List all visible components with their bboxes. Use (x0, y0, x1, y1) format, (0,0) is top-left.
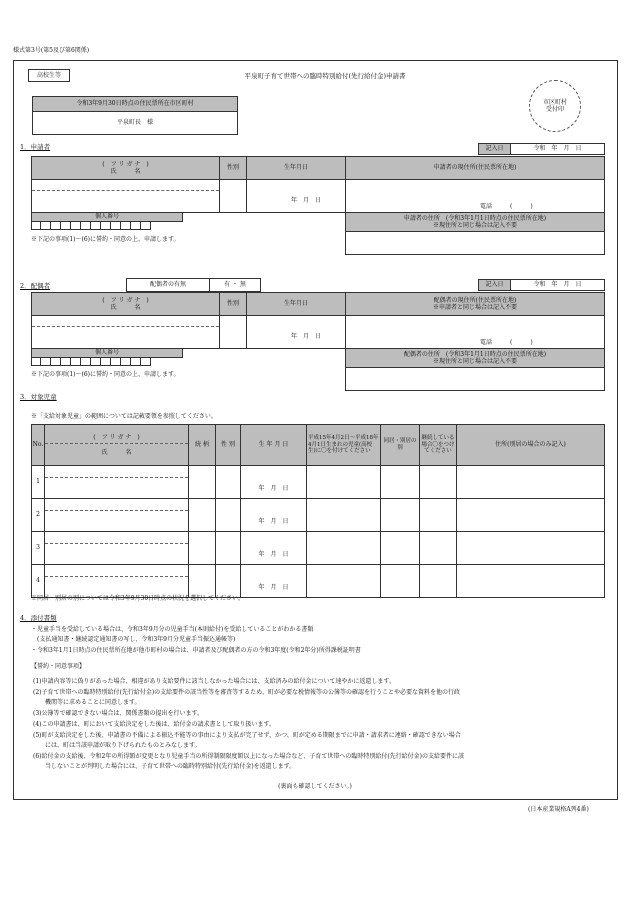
form-number: 様式第3号(第5及び第6関係) (13, 47, 90, 54)
s1-date-label: 記入日 (478, 143, 511, 155)
child-address-field[interactable] (457, 499, 605, 532)
s1-address-field[interactable] (345, 179, 605, 213)
child-cohabit-field[interactable] (381, 499, 420, 532)
table-row (32, 499, 605, 532)
children-header-row (32, 425, 605, 466)
s1-past-address-field[interactable] (345, 231, 605, 255)
pledge-title: 【誓約・同意事項】 (31, 663, 86, 670)
child-cohabit-field[interactable] (381, 565, 420, 598)
s1-phone: 電話 ( ) (480, 203, 533, 210)
category-badge-text: 高校生等 (36, 71, 61, 79)
pledge-item: 機関等に求めることに同意します。 (33, 699, 141, 706)
reception-stamp (529, 80, 581, 132)
pledge-list (33, 678, 605, 773)
child-relation-field[interactable] (189, 565, 216, 598)
table-row (32, 466, 605, 499)
s3-footnote: ※同居・別居の別については令和3年9月30日時点の状況を選択してください。 (31, 595, 245, 602)
municipality-header (32, 96, 238, 112)
municipality-header-text: 令和3年9月30日時点の住民票所在市区町村 (76, 100, 194, 108)
s1-past-address-note: ※現住所と同じ場合は記入不要 (432, 222, 517, 229)
s2-phone: 電話 ( ) (480, 339, 533, 346)
child-highschool-field[interactable] (307, 466, 381, 499)
s4-item1: ・児童手当を受給している場合は、令和3年9月分の児童手当(本則給付)を受給していることがわかる書類 (31, 626, 314, 633)
pledge-item: (2)子育て世帯への臨時特別給付(先行給付金)の支給要件の該当性等を審査等するため、町が必要な税情報等の公簿等の確認を行うことや必要な資料を他の行政 (33, 689, 460, 696)
s1-name-field[interactable] (31, 179, 220, 213)
child-relation-field[interactable] (189, 466, 216, 499)
s1-pledge: ※下記の事項(1)～(6)に誓約・同意の上、申請します。 (31, 236, 180, 243)
s2-past-address-note: ※現住所と同じ場合は記入不要 (432, 358, 517, 365)
s2-pledge: ※下記の事項(1)～(6)に誓約・同意の上、申請します。 (31, 371, 180, 378)
s2-birth-field[interactable] (246, 315, 346, 349)
section2-heading: 2．配偶者 (20, 282, 51, 290)
pledge-item: には、町は当該申請が取り下げられたものとみなします。 (33, 742, 201, 749)
col-address: 住所(別居の場合のみ記入) (457, 425, 605, 466)
child-birth-ymd: 年 月 日 (258, 584, 289, 592)
s2-gender-field[interactable] (219, 315, 247, 349)
category-badge (28, 69, 70, 82)
col-furigana-label: ( フ リ ガ ナ ) (45, 434, 188, 445)
col-birth: 生 年 月 日 (241, 425, 307, 466)
child-birth-field[interactable] (241, 532, 307, 565)
section3-heading: 3．対象児童 (20, 393, 57, 401)
s2-address-note: ※申請者と同じ場合は記入不要 (432, 304, 517, 311)
child-highschool-field[interactable] (307, 532, 381, 565)
pledge-item: (1)申請内容等に偽りがあった場合、相違があり支給要件に該当しなかった場合には、支給済みの給付金について速やかに返還します。 (33, 678, 395, 685)
s2-name-label: 氏 名 (110, 304, 141, 311)
child-address-field[interactable] (457, 565, 605, 598)
s2-past-address-header (345, 348, 605, 368)
child-birth-ymd: 年 月 日 (258, 485, 289, 493)
s2-birth-header: 生年月日 (246, 292, 346, 316)
col-name-label: 氏 名 (101, 449, 132, 456)
form-title: 平泉町子育て世帯への臨時特別給付(先行給付金)申請書 (244, 72, 406, 80)
addressee-text: 平泉町長 様 (116, 119, 153, 127)
s2-name-field[interactable] (31, 315, 220, 349)
child-continue-field[interactable] (420, 499, 457, 532)
child-birth-ymd: 年 月 日 (258, 518, 289, 526)
pledge-item: 当しないことが判明した場合には、子育て世帯への臨時特別給付(先行給付金)を返還します。 (33, 763, 296, 770)
child-name-field[interactable] (45, 532, 189, 565)
s1-address-header: 申請者の現住所(住民票所在地) (345, 156, 605, 180)
child-birth-field[interactable] (241, 565, 307, 598)
s2-address-header (345, 292, 605, 316)
table-row (32, 565, 605, 598)
col-no: No. (32, 425, 45, 466)
row-number: 1 (32, 466, 45, 499)
s1-birth-header: 生年月日 (246, 156, 346, 180)
s2-birth-ymd: 年 月 日 (291, 333, 322, 340)
s1-date-field[interactable]: 令和 年 月 日 (510, 143, 605, 155)
child-name-field[interactable] (45, 466, 189, 499)
section4-heading: 4．添付書類 (20, 614, 57, 622)
s2-past-address-label: 配偶者の住所 (令和3年1月1日時点の住民票所在地) (403, 350, 547, 358)
child-birth-field[interactable] (241, 466, 307, 499)
col-name (45, 425, 189, 466)
pledge-item: (3)公簿等で確認できない場合は、関係書類の提出を行います。 (33, 710, 204, 717)
child-gender-field[interactable] (216, 466, 241, 499)
col-cohabit: 同居・別居の別 (381, 425, 420, 466)
s2-past-address-field[interactable] (345, 367, 605, 391)
child-gender-field[interactable] (216, 565, 241, 598)
s1-furigana-label: ( フ リ ガ ナ ) (102, 160, 149, 168)
child-name-field[interactable] (45, 499, 189, 532)
s1-id-header: 個人番号 (31, 212, 183, 222)
s4-item1b: (支払通知書・継続認定通知書の写し、令和3年9月分児童手当振込通帳等) (37, 636, 236, 643)
s1-birth-ymd: 年 月 日 (291, 197, 322, 204)
s1-birth-field[interactable] (246, 179, 346, 213)
child-continue-field[interactable] (420, 532, 457, 565)
child-gender-field[interactable] (216, 499, 241, 532)
children-table (31, 424, 605, 598)
child-cohabit-field[interactable] (381, 532, 420, 565)
child-relation-field[interactable] (189, 532, 216, 565)
pledge-item: (6)給付金の支給後、令和2年の所得額が変更となり児童手当の所得制限限度額以上になった場合など、子育て世帯への臨時特別給付(先行給付金)の支給要件に該 (33, 753, 465, 760)
s2-address-label: 配偶者の現住所(住民票所在地) (433, 296, 517, 304)
s2-id-field[interactable] (31, 357, 151, 366)
child-cohabit-field[interactable] (381, 466, 420, 499)
s1-id-field[interactable] (31, 221, 151, 230)
pledge-item: (4)この申請書は、町において支給決定をした後は、給付金の請求書として取り扱います。 (33, 721, 276, 728)
child-address-field[interactable] (457, 466, 605, 499)
s1-name-header (31, 156, 220, 180)
row-number: 4 (32, 565, 45, 598)
pledge-item: (5)町が支給決定をした後、申請書の不備による振込不能等の事由により支払が完了せず、かつ、町が定める期限までに申請・請求者に連絡・確認できない場合 (33, 732, 461, 739)
child-highschool-field[interactable] (307, 565, 381, 598)
s4-item2: ・令和3年1月1日時点の住民票所在地が他市町村の場合は、申請者及び配偶者の方の令和3年度(令和2年分)所得課税証明書 (31, 647, 361, 654)
s2-date-label: 記入日 (478, 279, 511, 291)
child-continue-field[interactable] (420, 466, 457, 499)
s2-id-header: 個人番号 (31, 348, 183, 358)
child-highschool-field[interactable] (307, 499, 381, 532)
stamp-line2: 受付印 (545, 106, 564, 113)
jis-note: (日本産業規格A列4番) (528, 806, 589, 813)
table-row (32, 532, 605, 565)
child-address-field[interactable] (457, 532, 605, 565)
child-birth-ymd: 年 月 日 (258, 551, 289, 559)
s1-name-label: 氏 名 (110, 168, 141, 175)
s2-furigana-label: ( フ リ ガ ナ ) (102, 296, 149, 304)
s1-gender-field[interactable] (219, 179, 247, 213)
s3-note: ※「支給対象児童」の範囲については記載要領を参照してください。 (31, 413, 217, 420)
child-gender-field[interactable] (216, 532, 241, 565)
s2-date-field[interactable]: 令和 年 月 日 (510, 279, 605, 291)
col-relation: 続 柄 (189, 425, 216, 466)
s2-has-spouse-label: 配偶者の有無 (126, 278, 210, 292)
child-relation-field[interactable] (189, 499, 216, 532)
s2-yes-no-option[interactable]: 有 ・ 無 (209, 278, 261, 292)
back-note: (裏面も確認してください。) (278, 783, 352, 790)
stamp-line1: 市区町村 (542, 98, 567, 106)
child-name-field[interactable] (45, 565, 189, 598)
s2-address-field[interactable] (345, 315, 605, 349)
row-number: 3 (32, 532, 45, 565)
s1-gender-header: 性別 (219, 156, 247, 180)
section1-heading: 1．申請者 (20, 143, 51, 151)
col-gender: 性 別 (216, 425, 241, 466)
col-continue: 継続している場合〇をつけてください (420, 425, 457, 466)
s2-name-header (31, 292, 220, 316)
addressee-box (32, 111, 238, 135)
child-birth-field[interactable] (241, 499, 307, 532)
col-highschool: 平成15年4月2日～平成18年4月1日生まれの児童(高校生)に〇を付けてください (307, 425, 381, 466)
s2-gender-header: 性別 (219, 292, 247, 316)
s1-past-address-label: 申請者の住所 (令和3年1月1日時点の住民票所在地) (403, 214, 547, 222)
child-continue-field[interactable] (420, 565, 457, 598)
row-number: 2 (32, 499, 45, 532)
s1-past-address-header (345, 212, 605, 232)
